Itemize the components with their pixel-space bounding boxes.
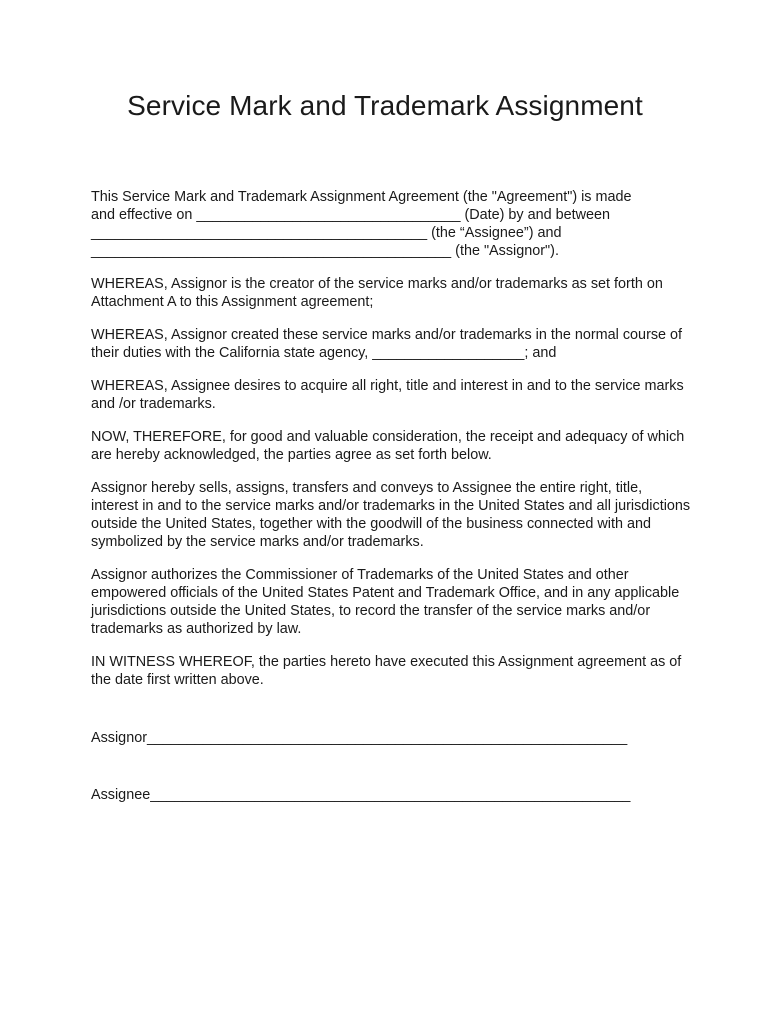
document-body	[91, 188, 691, 704]
signature-block	[91, 729, 711, 804]
assignor-signature-line[interactable]: Assignor____________________________________________________________	[91, 730, 628, 746]
authorization-paragraph: Assignor authorizes the Commissioner of Trademarks of the United States and other empowered officials of the United States Patent and Trademark Office, and in any applicable jurisdictions outside the United States, to record the transfer of the service marks and/or trademarks as authorized by law.	[91, 567, 680, 637]
whereas-creator-paragraph: WHEREAS, Assignor is the creator of the service marks and/or trademarks as set forth on Attachment A to this Assignment agreement;	[91, 276, 663, 310]
intro-line: _____________________________________________ (the "Assignor").	[91, 243, 559, 259]
intro-line: and effective on _________________________________ (Date) by and between	[91, 207, 611, 223]
now-therefore-paragraph: NOW, THEREFORE, for good and valuable consideration, the receipt and adequacy of which are hereby acknowledged, the parties agree as set forth below.	[91, 429, 685, 463]
intro-line: This Service Mark and Trademark Assignment Agreement (the "Agreement") is made	[91, 189, 632, 205]
intro-line: __________________________________________ (the “Assignee”) and	[91, 225, 562, 241]
witness-paragraph: IN WITNESS WHEREOF, the parties hereto have executed this Assignment agreement as of the date first written above.	[91, 654, 682, 688]
intro-paragraph	[91, 188, 691, 260]
whereas-created-paragraph: WHEREAS, Assignor created these service marks and/or trademarks in the normal course of their duties with the California state agency, ___________________; and	[91, 327, 683, 361]
document-title: Service Mark and Trademark Assignment	[127, 90, 643, 121]
assignee-signature-line[interactable]: Assignee____________________________________________________________	[91, 787, 631, 803]
assignment-paragraph: Assignor hereby sells, assigns, transfers and conveys to Assignee the entire right, title, interest in and to the service marks and/or trademarks in the United States and all jurisdictions outside the United States, together with the goodwill of the business connected with and symbolized by the service marks and/or trademarks.	[91, 480, 691, 550]
whereas-acquire-paragraph: WHEREAS, Assignee desires to acquire all right, title and interest in and to the service marks and /or trademarks.	[91, 378, 684, 412]
